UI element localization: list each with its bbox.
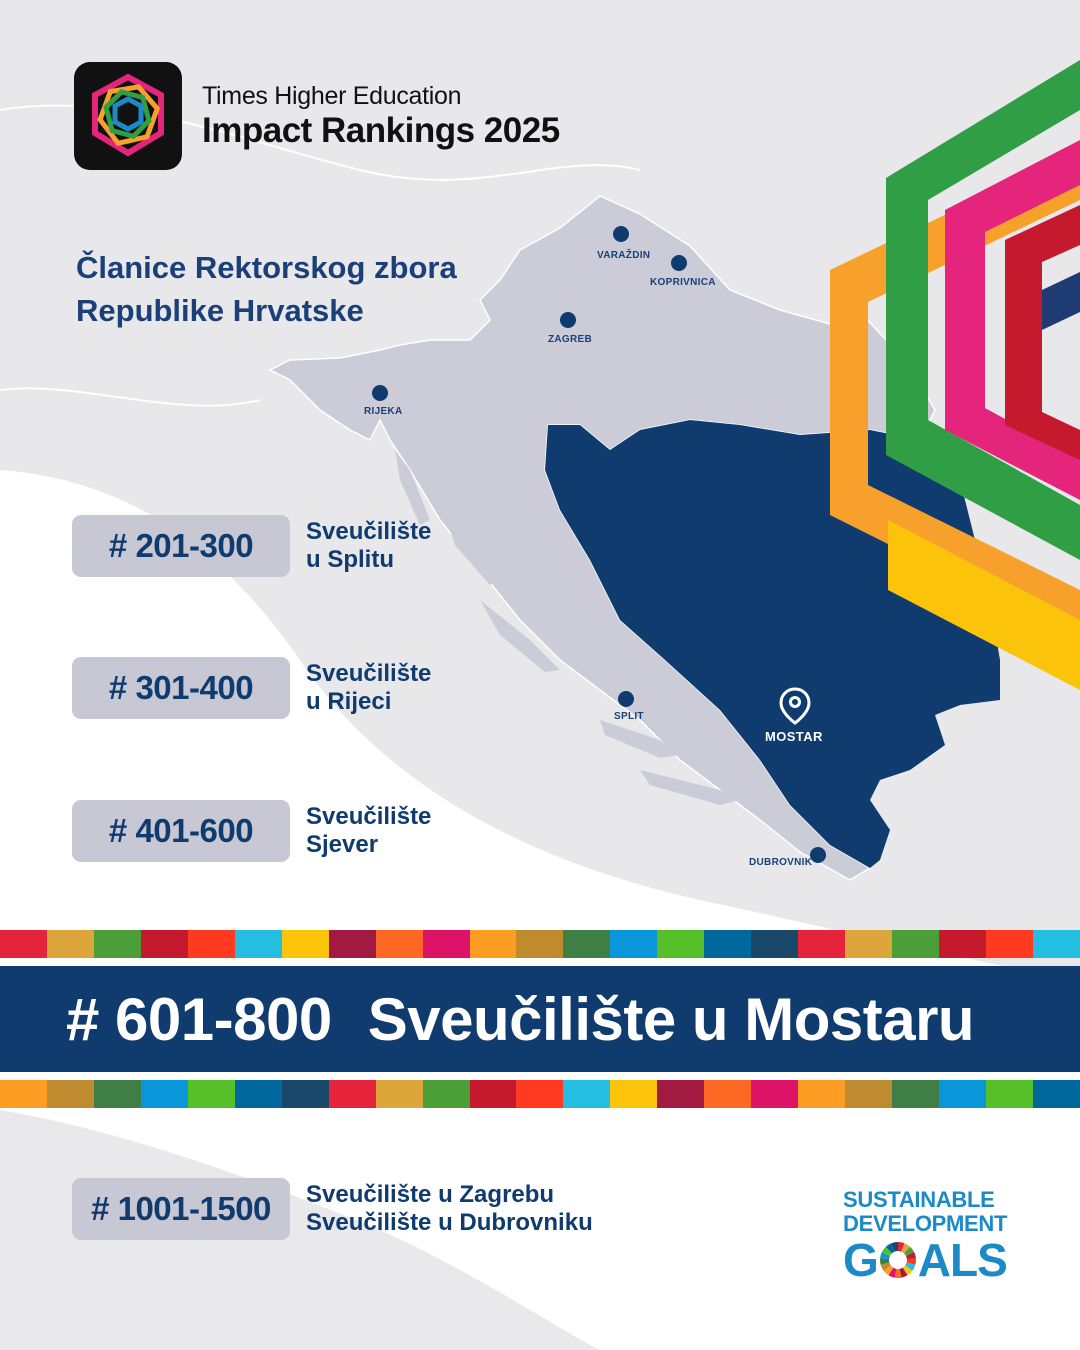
stripe-segment [657, 1080, 704, 1108]
main-banner [0, 966, 1080, 1072]
university-name: Sveučilište u Dubrovniku [306, 1209, 593, 1236]
marker-koprivnica [671, 255, 687, 271]
stripe-segment [282, 1080, 329, 1108]
stripe-segment [751, 930, 798, 958]
sdg-line-1: SUSTAINABLE [843, 1187, 995, 1212]
sdg-goals-word [843, 1236, 1007, 1284]
marker-rijeka [372, 385, 388, 401]
marker-dubrovnik [810, 847, 826, 863]
brand-header [74, 62, 560, 170]
university-name: Sveučilište [306, 518, 432, 545]
stripe-segment [610, 1080, 657, 1108]
city-label-zagreb: ZAGREB [548, 334, 593, 345]
rank-badge: # 301-400 [72, 657, 290, 719]
stripe-segment [798, 930, 845, 958]
stripe-segment [470, 1080, 517, 1108]
stripe-segment [141, 1080, 188, 1108]
university-name: u Rijeci [306, 688, 392, 715]
heading-line-2: Republike Hrvatske [76, 293, 364, 328]
stripe-segment [47, 1080, 94, 1108]
stripe-segment [188, 930, 235, 958]
city-label-dubrovnik: DUBROVNIK [749, 857, 813, 868]
stripe-segment [329, 930, 376, 958]
stripe-segment [516, 1080, 563, 1108]
stripe-segment [423, 930, 470, 958]
stripe-segment [141, 930, 188, 958]
university-name: Sveučilište [306, 803, 432, 830]
university-name: Sveučilište u Zagrebu [306, 1181, 555, 1208]
stripe-segment [845, 1080, 892, 1108]
rank-badge: # 201-300 [72, 515, 290, 577]
stripe-segment [0, 930, 47, 958]
sdg-line-2: DEVELOPMENT [843, 1211, 1008, 1236]
stripe-segment [94, 1080, 141, 1108]
stripe-segment [47, 930, 94, 958]
stripe-segment [939, 930, 986, 958]
university-name: Sveučilište [306, 660, 432, 687]
marker-zagreb [560, 312, 576, 328]
rank-badge: # 1001-1500 [72, 1178, 290, 1240]
stripe-segment [94, 930, 141, 958]
brand-subtitle: Times Higher Education [202, 82, 462, 110]
stripe-segment [0, 1080, 47, 1108]
border-line [0, 388, 260, 405]
stripe-segment [235, 1080, 282, 1108]
stripe-segment [704, 930, 751, 958]
stripe-segment [798, 1080, 845, 1108]
sdg-goals-rest: ALS [917, 1234, 1007, 1286]
university-name: u Splitu [306, 546, 394, 573]
sdg-wheel-icon [878, 1240, 918, 1280]
marker-varazdin [613, 226, 629, 242]
stripe-segment [1033, 1080, 1080, 1108]
stripe-segment [329, 1080, 376, 1108]
heading-line-1: Članice Rektorskog zbora [76, 250, 457, 285]
sdg-goals-g: G [843, 1234, 878, 1286]
stripe-segment [704, 1080, 751, 1108]
stripe-segment [282, 930, 329, 958]
stripe-segment [610, 930, 657, 958]
stripe-segment [470, 930, 517, 958]
stripe-segment [423, 1080, 470, 1108]
city-label-mostar: MOSTAR [765, 729, 823, 744]
stripe-segment [235, 930, 282, 958]
brand-title: Impact Rankings 2025 [202, 111, 560, 150]
rank-row-zagreb-dubrovnik [72, 1178, 593, 1240]
stripe-segment [751, 1080, 798, 1108]
sdg-color-stripe-top [0, 930, 1080, 958]
stripe-segment [845, 930, 892, 958]
city-label-split: SPLIT [614, 711, 644, 722]
rank-row-split [72, 515, 431, 577]
rank-row-sjever [72, 800, 431, 862]
stripe-segment [563, 930, 610, 958]
stripe-segment [892, 930, 939, 958]
sdg-logo [843, 1188, 1007, 1284]
city-label-varazdin: VARAŽDIN [597, 250, 651, 261]
stripe-segment [986, 1080, 1033, 1108]
main-university-name: Sveučilište u Mostaru [367, 985, 975, 1053]
stripe-segment [516, 930, 563, 958]
rank-badge: # 401-600 [72, 800, 290, 862]
university-name: Sjever [306, 831, 379, 858]
stripe-segment [1033, 930, 1080, 958]
city-label-koprivnica: KOPRIVNICA [650, 277, 716, 288]
stripe-segment [376, 1080, 423, 1108]
stripe-segment [376, 930, 423, 958]
stripe-segment [939, 1080, 986, 1108]
main-rank: # 601-800 [66, 985, 332, 1053]
sdg-color-stripe-bottom [0, 1080, 1080, 1108]
marker-split [618, 691, 634, 707]
stripe-segment [986, 930, 1033, 958]
the-logo-icon [74, 62, 182, 170]
stripe-segment [188, 1080, 235, 1108]
rank-row-rijeka [72, 657, 431, 719]
city-label-rijeka: RIJEKA [364, 406, 403, 417]
section-heading [76, 246, 457, 332]
stripe-segment [892, 1080, 939, 1108]
stripe-segment [563, 1080, 610, 1108]
stripe-segment [657, 930, 704, 958]
